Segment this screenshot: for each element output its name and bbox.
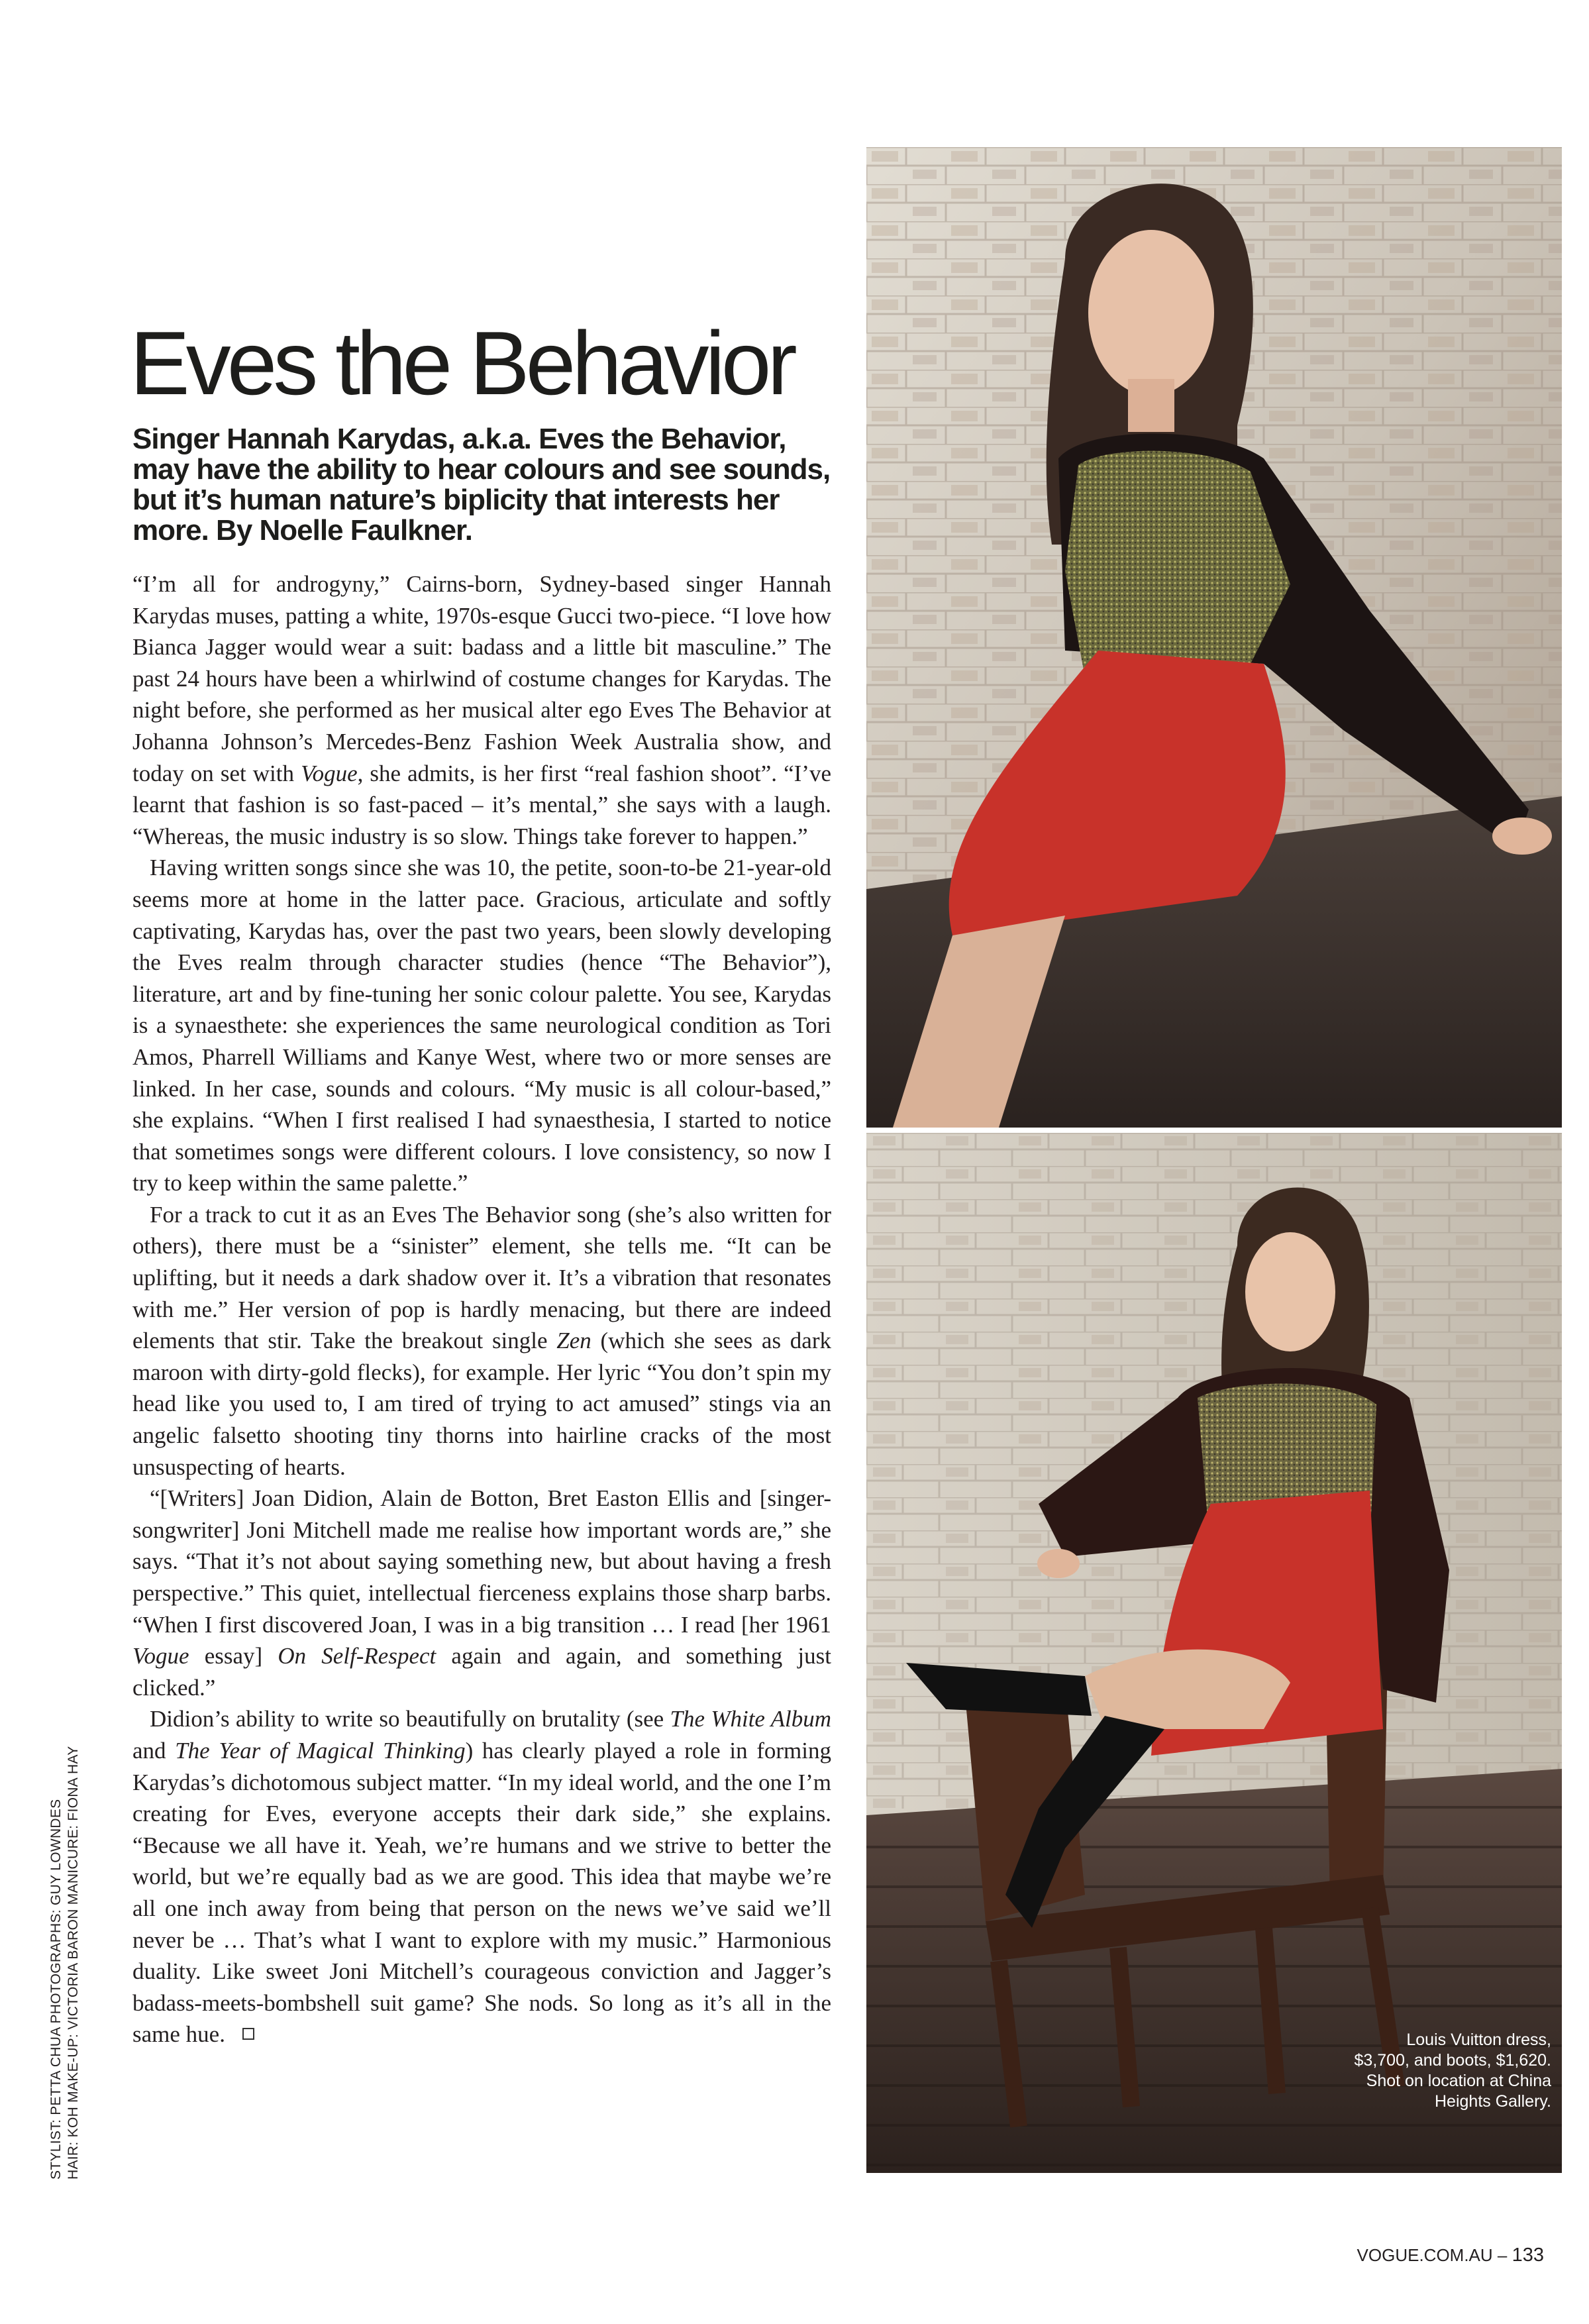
body-text-run: “I’m all for androgyny,” Cairns-born, Sydney-based singer Hannah Karydas muses, patting a white, 1970s-esque Gucci two-piece. “I love how Bianca Jagger would wear a suit: badass and a little bit masculine.” The past 24 hours have been a whirlwind of costume changes for Karydas. The night before, she performed as her musical alter ego Eves The Behavior at Johanna Johnson’s Mercedes-Benz Fashion Week Australia show, and today on set with [132,571,831,786]
photo-credits [48,1746,82,2180]
body-paragraph-5 [132,1703,831,2050]
page-footer [1357,2245,1544,2266]
portrait-photo-2-illustration [866,1133,1562,2173]
body-italic-run: The White Album [670,1706,832,1732]
portrait-photo-seated-chair [866,1133,1562,2173]
body-italic-run: On Self-Respect [278,1643,436,1669]
body-paragraph-4 [132,1483,831,1703]
body-text-run: again and again, and something just clicked.” [132,1643,832,1701]
portrait-photo-against-wall [866,147,1562,1128]
body-text-run: Didion’s ability to write so beautifully on brutality (see [150,1706,670,1732]
body-text-run: (which she sees as dark maroon with dirty-gold flecks), for example. Her lyric “You don’t spin my head like you used to, I am tired of trying to act amused” stings via an angelic falsetto shooting tiny thorns into hairline cracks of the most unsuspecting of hearts. [132,1328,831,1480]
body-text-run: and [132,1737,176,1764]
body-paragraph-3 [132,1199,831,1483]
body-italic-run: The Year of Magical Thinking [175,1737,466,1764]
body-text-run: , she admits, is her first “real fashion shoot”. “I’ve learnt that fashion is so fast-paced – it’s mental,” she says with a laugh. “Whereas, the music industry is so slow. Things take forever to happen.” [132,760,831,849]
credits-line-1: STYLIST: PETTA CHUA PHOTOGRAPHS: GUY LOWNDES [48,1799,64,2180]
photo-caption: Louis Vuitton dress, $3,700, and boots, $1,620. Shot on location at China Heights Gallery. [1354,2031,1551,2111]
body-paragraph-2: Having written songs since she was 10, the petite, soon-to-be 21-year-old seems more at home in the latter pace. Gracious, articulate and softly captivating, Karydas has, over the past two years, been slowly developing the Eves realm through character studies (hence “The Behavior”), literature, art and by fine-tuning her sonic colour palette. You see, Karydas is a synaesthete: she experiences the same neurological condition as Tori Amos, Pharrell Williams and Kanye West, where two or more senses are linked. In her case, sounds and colours. “My music is all colour-based,” she explains. “When I first realised I had synaesthesia, I started to notice that sometimes songs were different colours. I love consistency, so now I try to keep within the same palette.” [132,855,831,1196]
end-of-article-icon [242,2028,254,2040]
portrait-photo-1-illustration [866,147,1562,1128]
article-body [132,568,831,2050]
page-number: 133 [1512,2245,1544,2266]
body-text-run: “[Writers] Joan Didion, Alain de Botton, Bret Easton Ellis and [singer-songwriter] Joni Mitchell made me realise how important words are,” she says. “That it’s not about saying something new, but about having a fresh perspective.” This quiet, intellectual fierceness explains those sharp barbs. “When I first discovered Joan, I was in a big transition … I read [her 1961 [132,1485,831,1638]
footer-site: VOGUE.COM.AU – [1357,2245,1508,2265]
body-paragraph-1 [132,568,831,852]
article-headline: Eves the Behavior [130,313,794,413]
article-deck: Singer Hannah Karydas, a.k.a. Eves the Behavior, may have the ability to hear colours and see sounds, but it’s human nature’s biplicity that interests her more. By Noelle Faulkner. [132,423,831,547]
body-text-run: essay] [189,1643,278,1669]
body-text-run: For a track to cut it as an Eves The Behavior song (she’s also written for others), there must be a “sinister” element, she tells me. “It can be uplifting, but it needs a dark shadow over it. It’s a vibration that resonates with me.” Her version of pop is hardly menacing, but there are indeed elements that stir. Take the breakout single [132,1201,831,1354]
body-text-run: ) has clearly played a role in forming Karydas’s dichotomous subject matter. “In my ideal world, and the one I’m creating for Eves, everyone accepts their dark side,” she explains. “Because we all have it. Yeah, we’re humans and we strive to better the world, but we’re equally bad as we are good. This idea that maybe we’re all one inch away from being that person on the news we’ve said we’ll never be … That’s what I want to explore with my music.” Harmonious duality. Like sweet Joni Mitchell’s courageous conviction and Jagger’s badass-meets-bombshell suit game? She nods. So long as it’s all in the same hue. [132,1737,831,2048]
body-italic-run: Vogue [301,760,358,786]
body-italic-run: Zen [556,1328,591,1354]
body-italic-run: Vogue [132,1643,189,1669]
credits-line-2: HAIR: KOH MAKE-UP: VICTORIA BARON MANICURE: FIONA HAY [66,1746,81,2180]
